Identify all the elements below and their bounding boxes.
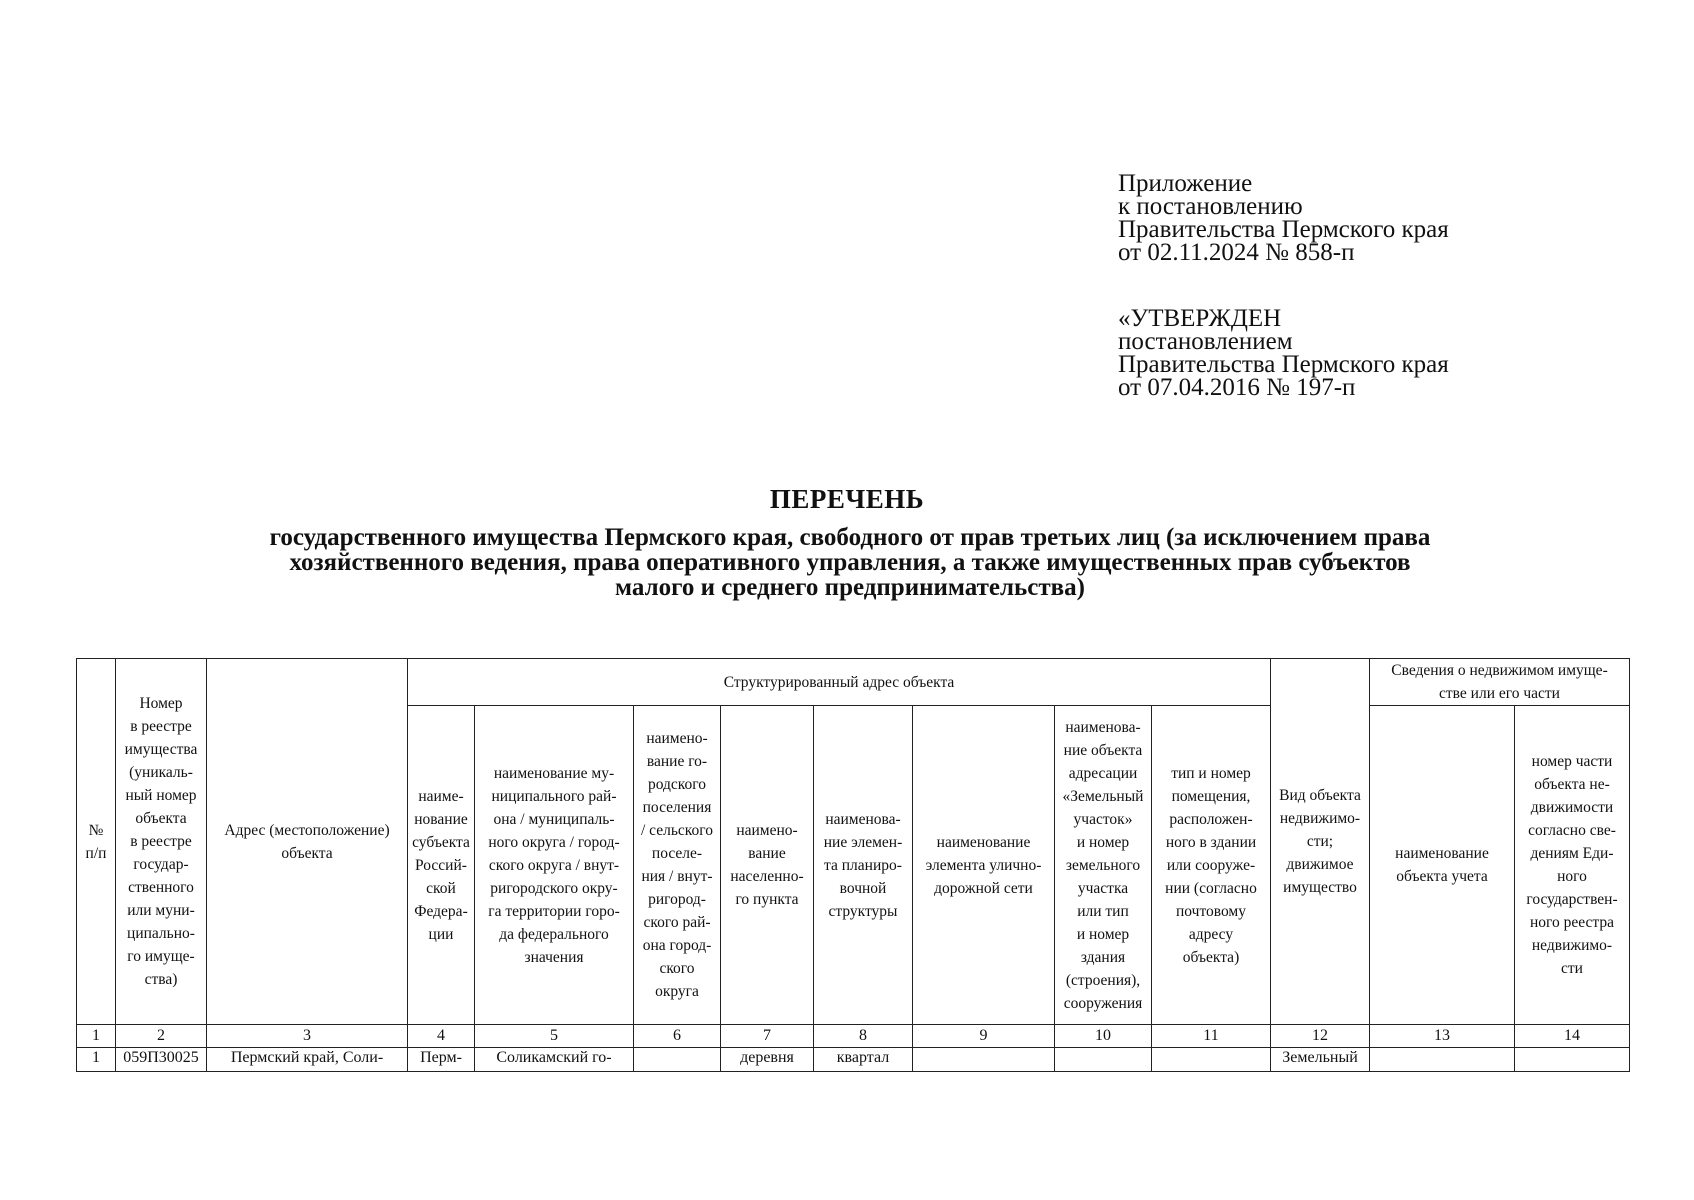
table-cell: Пермский край, Соли- bbox=[207, 1048, 408, 1072]
table-cell bbox=[1152, 1048, 1271, 1072]
column-number: 2 bbox=[116, 1025, 207, 1048]
header-object-name: наименование объекта учета bbox=[1370, 706, 1515, 1025]
column-number: 6 bbox=[634, 1025, 721, 1048]
document-title: ПЕРЕЧЕНЬ bbox=[769, 484, 925, 514]
column-number: 1 bbox=[77, 1025, 116, 1048]
subtitle-line: хозяйственного ведения, права оперативного управления, а также имущественных прав субъектов bbox=[289, 549, 1411, 576]
attachment-line: Правительства Пермского края bbox=[1118, 216, 1449, 243]
table-cell: квартал bbox=[814, 1048, 913, 1072]
table-cell: 059П30025 bbox=[116, 1048, 207, 1072]
attachment-line: от 02.11.2024 № 858-п bbox=[1118, 239, 1355, 266]
column-number: 3 bbox=[207, 1025, 408, 1048]
header-planning-element: наименова- ние элемен- та планиро- вочной структуры bbox=[814, 706, 913, 1025]
header-realty-info: Сведения о недвижимом имуще- стве или его части bbox=[1370, 659, 1630, 706]
subtitle-line: государственного имущества Пермского края, свободного от прав третьих лиц (за исключением права bbox=[269, 524, 1431, 551]
attachment-line: Приложение bbox=[1118, 170, 1253, 197]
attachment-block bbox=[1118, 172, 1638, 264]
property-register-table bbox=[76, 658, 1630, 1072]
subtitle-line: малого и среднего предпринимательства) bbox=[615, 574, 1085, 601]
table-cell bbox=[1515, 1048, 1630, 1072]
column-number: 12 bbox=[1271, 1025, 1370, 1048]
header-registry-number: Номер в реестре имущества (уникаль- ный номер объекта в реестре государ- ственного или муни- ципально- го имуще- ства) bbox=[116, 659, 207, 1025]
column-number: 4 bbox=[408, 1025, 475, 1048]
header-structured-address: Структурированный адрес объекта bbox=[408, 659, 1271, 706]
header-municipality: наименование му- ниципального рай- она / муниципаль- ного округа / город- ского округа / внут- ригородского окру- га территории горо- да федерального значения bbox=[475, 706, 634, 1025]
attachment-line: к постановлению bbox=[1118, 193, 1303, 220]
table-row bbox=[77, 1048, 1630, 1072]
header-index: № п/п bbox=[77, 659, 116, 1025]
column-numbers-row bbox=[77, 1025, 1630, 1048]
header-address: Адрес (местоположение) объекта bbox=[207, 659, 408, 1025]
table-cell: Соликамский го- bbox=[475, 1048, 634, 1072]
table-cell bbox=[913, 1048, 1055, 1072]
table-cell bbox=[1370, 1048, 1515, 1072]
header-land-plot: наименова- ние объекта адресации «Земельный участок» и номер земельного участка или тип и номер здания (строения), сооружения bbox=[1055, 706, 1152, 1025]
approved-line: «УТВЕРЖДЕН bbox=[1118, 305, 1282, 332]
table-cell bbox=[1055, 1048, 1152, 1072]
header-region: наиме- нование субъекта Россий- ской Федера- ции bbox=[408, 706, 475, 1025]
column-number: 8 bbox=[814, 1025, 913, 1048]
approved-line: постановлением bbox=[1118, 328, 1293, 355]
header-street-element: наименование элемента улично- дорожной сети bbox=[913, 706, 1055, 1025]
column-number: 5 bbox=[475, 1025, 634, 1048]
table-cell: Земельный bbox=[1271, 1048, 1370, 1072]
header-settlement: наимено- вание го- родского поселения / сельского поселе- ния / внут- ригород- ского рай- она город- ского округа bbox=[634, 706, 721, 1025]
header-premises: тип и номер помещения, расположен- ного в здании или сооруже- нии (согласно почтовому адресу объекта) bbox=[1152, 706, 1271, 1025]
column-number: 14 bbox=[1515, 1025, 1630, 1048]
table-cell: Перм- bbox=[408, 1048, 475, 1072]
table-cell: деревня bbox=[721, 1048, 814, 1072]
table-cell bbox=[634, 1048, 721, 1072]
header-part-number: номер части объекта не- движимости согласно све- дениям Еди- ного государствен- ного реестра недвижимо- сти bbox=[1515, 706, 1630, 1025]
table-cell: 1 bbox=[77, 1048, 116, 1072]
column-number: 11 bbox=[1152, 1025, 1271, 1048]
approval-header bbox=[1118, 172, 1638, 442]
column-number: 9 bbox=[913, 1025, 1055, 1048]
approved-line: Правительства Пермского края bbox=[1118, 351, 1449, 378]
column-number: 13 bbox=[1370, 1025, 1515, 1048]
approved-block bbox=[1118, 307, 1638, 399]
column-number: 7 bbox=[721, 1025, 814, 1048]
document-subtitle bbox=[190, 525, 1510, 600]
header-object-type: Вид объекта недвижимо- сти; движимое имущество bbox=[1271, 659, 1370, 1025]
approved-line: от 07.04.2016 № 197-п bbox=[1118, 374, 1356, 401]
header-locality: наимено- вание населенно- го пункта bbox=[721, 706, 814, 1025]
column-number: 10 bbox=[1055, 1025, 1152, 1048]
